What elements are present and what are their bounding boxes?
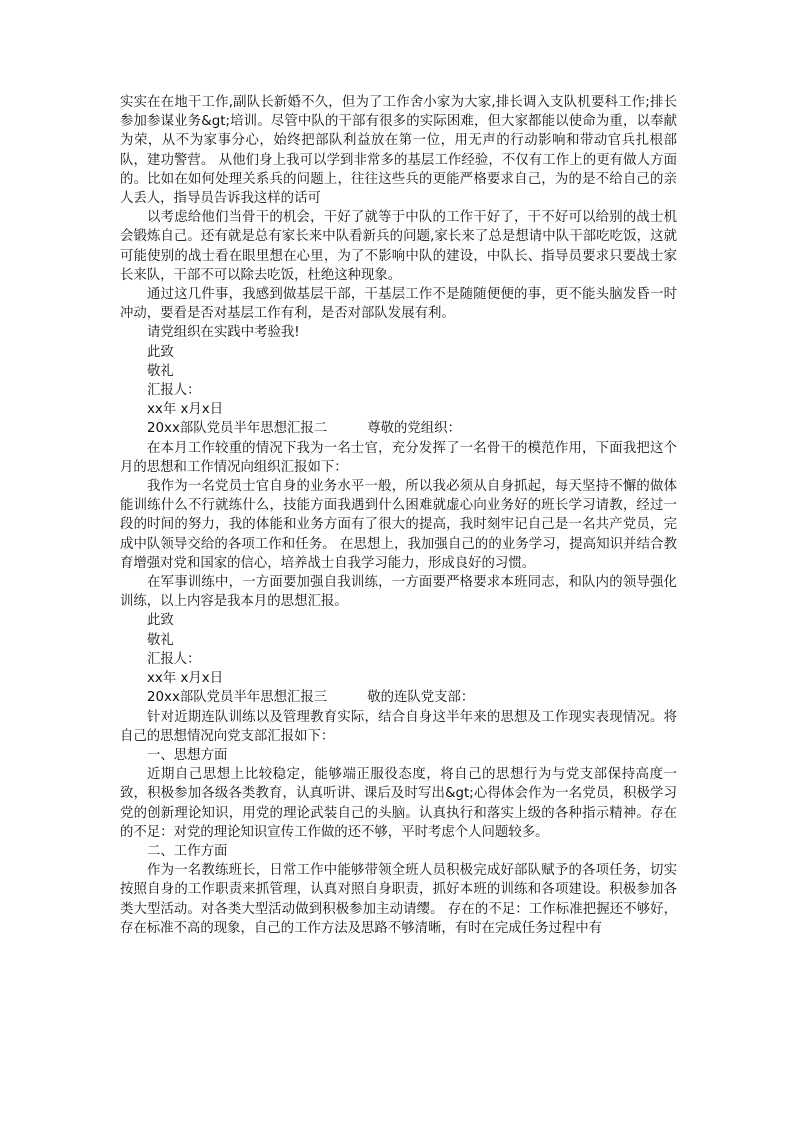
- paragraph: 在军事训练中，一方面要加强自我训练，一方面要严格要求本班同志，和队内的领导强化训练，以上内容是我本月的思想汇报。: [120, 575, 677, 610]
- salutation: 敬的连队党支部：: [367, 690, 475, 706]
- paragraph: 实实在在地干工作,副队长新婚不久，但为了工作舍小家为大家,排长调入支队机要科工作;排长参加参谋业务&gt;培训。尽管中队的干部有很多的实际困难，但大家都能以使命为重，以奉献为荣，从不为家事分心，始终把部队利益放在第一位，用无声的行动影响和带动官兵扎根部队，建功警营。 从他们身上我可以学到非常多的基层工作经验，不仅有工作上的更有做人方面的。比如在如何处理关系兵的问题上，往往这些兵的更能严格要求自己，为的是不给自己的亲人丢人，指导员告诉我这样的话可: [120, 95, 677, 207]
- report-title: 20xx部队党员半年思想汇报三: [147, 690, 328, 706]
- text-line: 此致: [147, 344, 174, 360]
- paragraph: 以考虑给他们当骨干的机会，干好了就等于中队的工作干好了，干不好可以给别的战士机会锻炼自己。还有就是总有家长来中队看新兵的问题,家长来了总是想请中队干部吃吃饭，这就可能使别的战士看在眼里想在心里，为了不影响中队的建设，中队长、指导员要求只要战士家长来队，干部不可以除去吃饭，杜绝这种现象。: [120, 210, 677, 283]
- salutation: 尊敬的党组织：: [367, 421, 461, 437]
- text-line: 汇报人：: [147, 383, 201, 399]
- text-line: 敬礼: [147, 363, 174, 379]
- paragraph: 我作为一名党员士官自身的业务水平一般，所以我必须从自身抓起，每天坚持不懈的做体能训练什么不行就练什么，技能方面我遇到什么困难就虚心向业务好的班长学习请教，经过一段的时间的努力，我的体能和业务方面有了很大的提高，我时刻牢记自己是一名共产党员，完成中队领导交给的各项工作和任务。 在思想上，我加强自己的的业务学习，提高知识并结合教育增强对党和国家的信心，培养战士自我学习能力，形成良好的习惯。: [120, 479, 677, 571]
- text-line: 此致: [147, 613, 174, 629]
- report-heading: [120, 688, 677, 707]
- paragraph: 在本月工作较重的情况下我为一名士官，充分发挥了一名骨干的模范作用，下面我把这个月的思想和工作情况向组织汇报如下：: [120, 440, 677, 475]
- paragraph: 作为一名教练班长，日常工作中能够带领全班人员积极完成好部队赋予的各项任务，切实按照自身的工作职责来抓管理，认真对照自身职责，抓好本班的训练和各项建设。积极参加各类大型活动。对各类大型活动做到积极参加主动请缨。 存在的不足：工作标准把握还不够好，存在标准不高的现象，自己的工作方法及思路不够清晰，有时在完成任务过程中有: [120, 863, 677, 936]
- text-line: 二、工作方面: [147, 843, 228, 859]
- text-line: xx年 x月x日: [147, 671, 224, 687]
- paragraph: 近期自己思想上比较稳定，能够端正服役态度，将自己的思想行为与党支部保持高度一致，积极参加各级各类教育，认真听讲、课后及时写出&gt;心得体会作为一名党员，积极学习党的创新理论知识，用党的理论武装自己的头脑。认真执行和落实上级的各种指示精神。存在的不足：对党的理论知识宣传工作做的还不够，平时考虑个人问题较多。: [120, 767, 677, 840]
- text-line: 请党组织在实践中考验我!: [147, 325, 300, 341]
- paragraph: 针对近期连队训练以及管理教育实际，结合自身这半年来的思想及工作现实表现情况。将自己的思想情况向党支部汇报如下：: [120, 709, 677, 744]
- report-heading: [120, 419, 677, 438]
- text-line: xx年 x月x日: [147, 402, 224, 418]
- text-line: 敬礼: [147, 632, 174, 648]
- text-line: 汇报人：: [147, 651, 201, 667]
- paragraph: 通过这几件事，我感到做基层干部，干基层工作不是随随便便的事，更不能头脑发昏一时冲动，要看是否对基层工作有利，是否对部队发展有利。: [120, 287, 677, 322]
- report-title: 20xx部队党员半年思想汇报二: [147, 421, 328, 437]
- text-line: 一、思想方面: [147, 747, 228, 763]
